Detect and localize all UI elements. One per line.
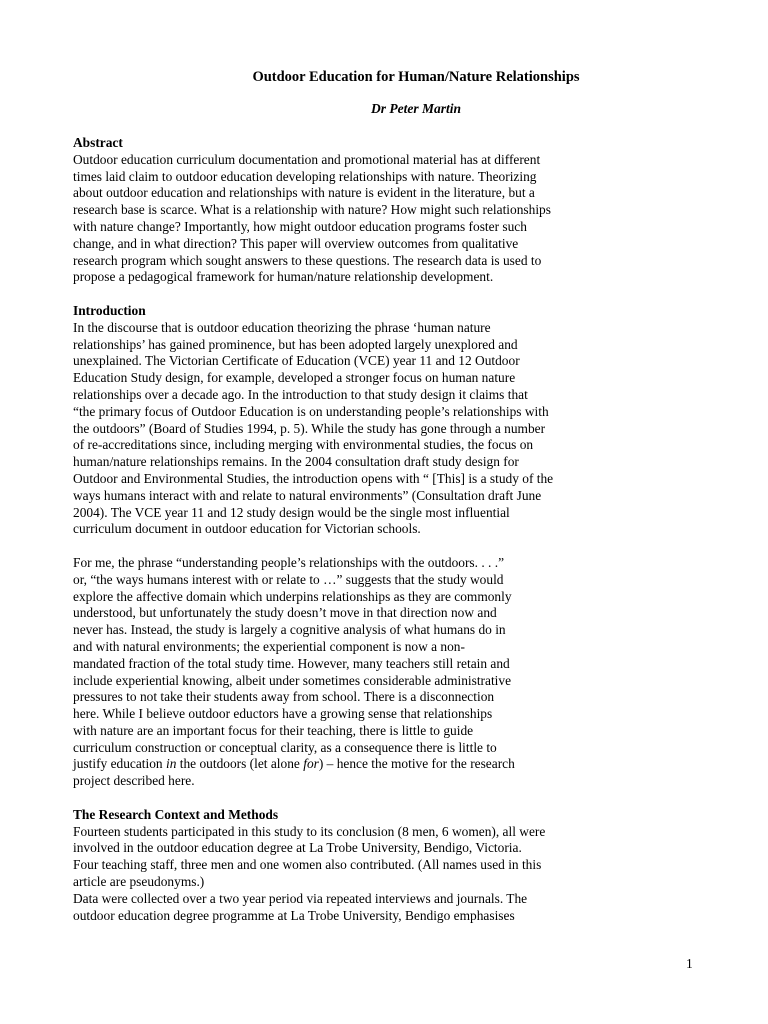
- intro-line: relationships’ has gained prominence, but has been adopted largely unexplored and: [73, 336, 518, 352]
- methods-line: outdoor education degree programme at La Trobe University, Bendigo emphasises: [73, 907, 515, 923]
- introduction-paragraph-2: [73, 555, 703, 790]
- methods-heading: The Research Context and Methods: [73, 806, 279, 822]
- introduction-paragraph-1: [73, 320, 703, 538]
- intro-line: with nature are an important focus for their teaching, there is little to guide: [73, 722, 474, 738]
- intro-line: For me, the phrase “understanding people’s relationships with the outdoors. . . .”: [73, 554, 505, 570]
- italic-word-for: for: [303, 756, 319, 772]
- abstract-line: times laid claim to outdoor education developing relationships with nature. Theorizing: [73, 168, 537, 184]
- methods-line: Fourteen students participated in this study to its conclusion (8 men, 6 women), all were: [73, 823, 546, 839]
- abstract-heading: Abstract: [73, 135, 123, 150]
- intro-line: include experiential knowing, albeit under sometimes considerable administrative: [73, 672, 512, 688]
- methods-line: involved in the outdoor education degree at La Trobe University, Bendigo, Victoria.: [73, 840, 522, 856]
- text-segment: the outdoors (let alone: [176, 756, 304, 772]
- methods-paragraph: [73, 824, 703, 925]
- page-content: [73, 68, 703, 924]
- intro-line: explore the affective domain which underpins relationships as they are commonly: [73, 588, 512, 604]
- intro-line: Outdoor and Environmental Studies, the introduction opens with “ [This] is a study of the: [73, 470, 554, 486]
- text-segment: justify education: [73, 756, 166, 772]
- intro-line: never has. Instead, the study is largely a cognitive analysis of what humans do in: [73, 622, 506, 638]
- abstract-paragraph: [73, 152, 703, 286]
- intro-line: project described here.: [73, 773, 195, 789]
- abstract-line: research base is scarce. What is a relationship with nature? How might such relationships: [73, 202, 551, 218]
- italic-word-in: in: [165, 756, 177, 772]
- abstract-line: research program which sought answers to these questions. The research data is used to: [73, 252, 542, 268]
- intro-line: “the primary focus of Outdoor Education is on understanding people’s relationships with: [73, 403, 549, 419]
- intro-line: human/nature relationships remains. In the 2004 consultation draft study design for: [73, 454, 519, 470]
- intro-line: here. While I believe outdoor eductors have a growing sense that relationships: [73, 706, 493, 722]
- methods-line: Four teaching staff, three men and one women also contributed. (All names used in this: [73, 857, 542, 873]
- intro-line: of re-accreditations since, including merging with environmental studies, the focus on: [73, 437, 534, 453]
- text-segment: ) – hence the motive for the research: [318, 756, 515, 772]
- intro-line: unexplained. The Victorian Certificate of Education (VCE) year 11 and 12 Outdoor: [73, 353, 520, 369]
- abstract-line: about outdoor education and relationships with nature is evident in the literature, but a: [73, 185, 535, 201]
- methods-line: Data were collected over a two year period via repeated interviews and journals. The: [73, 890, 528, 906]
- intro-line: ways humans interact with and relate to natural environments” (Consultation draft June: [73, 487, 542, 503]
- intro-line: pressures to not take their students away from school. There is a disconnection: [73, 689, 495, 705]
- intro-line: In the discourse that is outdoor education theorizing the phrase ‘human nature: [73, 319, 491, 335]
- intro-line: mandated fraction of the total study time. However, many teachers still retain and: [73, 655, 510, 671]
- abstract-line: with nature change? Importantly, how might outdoor education programs foster such: [73, 218, 527, 234]
- intro-line: 2004). The VCE year 11 and 12 study design would be the single most influential: [73, 504, 510, 520]
- methods-line: article are pseudonyms.): [73, 874, 205, 890]
- intro-line: curriculum construction or conceptual clarity, as a consequence there is little to: [73, 739, 497, 755]
- paper-title: Outdoor Education for Human/Nature Relationships: [252, 69, 580, 85]
- abstract-line: change, and in what direction? This paper will overview outcomes from qualitative: [73, 235, 519, 251]
- intro-line: understood, but unfortunately the study doesn’t move in that direction now and: [73, 605, 497, 621]
- introduction-heading: Introduction: [73, 302, 146, 318]
- intro-line: or, “the ways humans interest with or relate to …” suggests that the study would: [73, 571, 504, 587]
- intro-line-with-italics: [73, 756, 703, 773]
- intro-line: and with natural environments; the experiential component is now a non-: [73, 638, 465, 654]
- abstract-line: propose a pedagogical framework for human/nature relationship development.: [73, 269, 494, 285]
- intro-line: curriculum document in outdoor education for Victorian schools.: [73, 521, 421, 537]
- paper-author: Dr Peter Martin: [370, 101, 461, 116]
- intro-line: relationships over a decade ago. In the introduction to that study design it claims that: [73, 386, 528, 402]
- intro-line: Education Study design, for example, developed a stronger focus on human nature: [73, 370, 516, 386]
- page-number: 1: [686, 956, 693, 971]
- intro-line: the outdoors” (Board of Studies 1994, p. 5). While the study has gone through a number: [73, 420, 546, 436]
- abstract-line: Outdoor education curriculum documentation and promotional material has at different: [73, 151, 541, 167]
